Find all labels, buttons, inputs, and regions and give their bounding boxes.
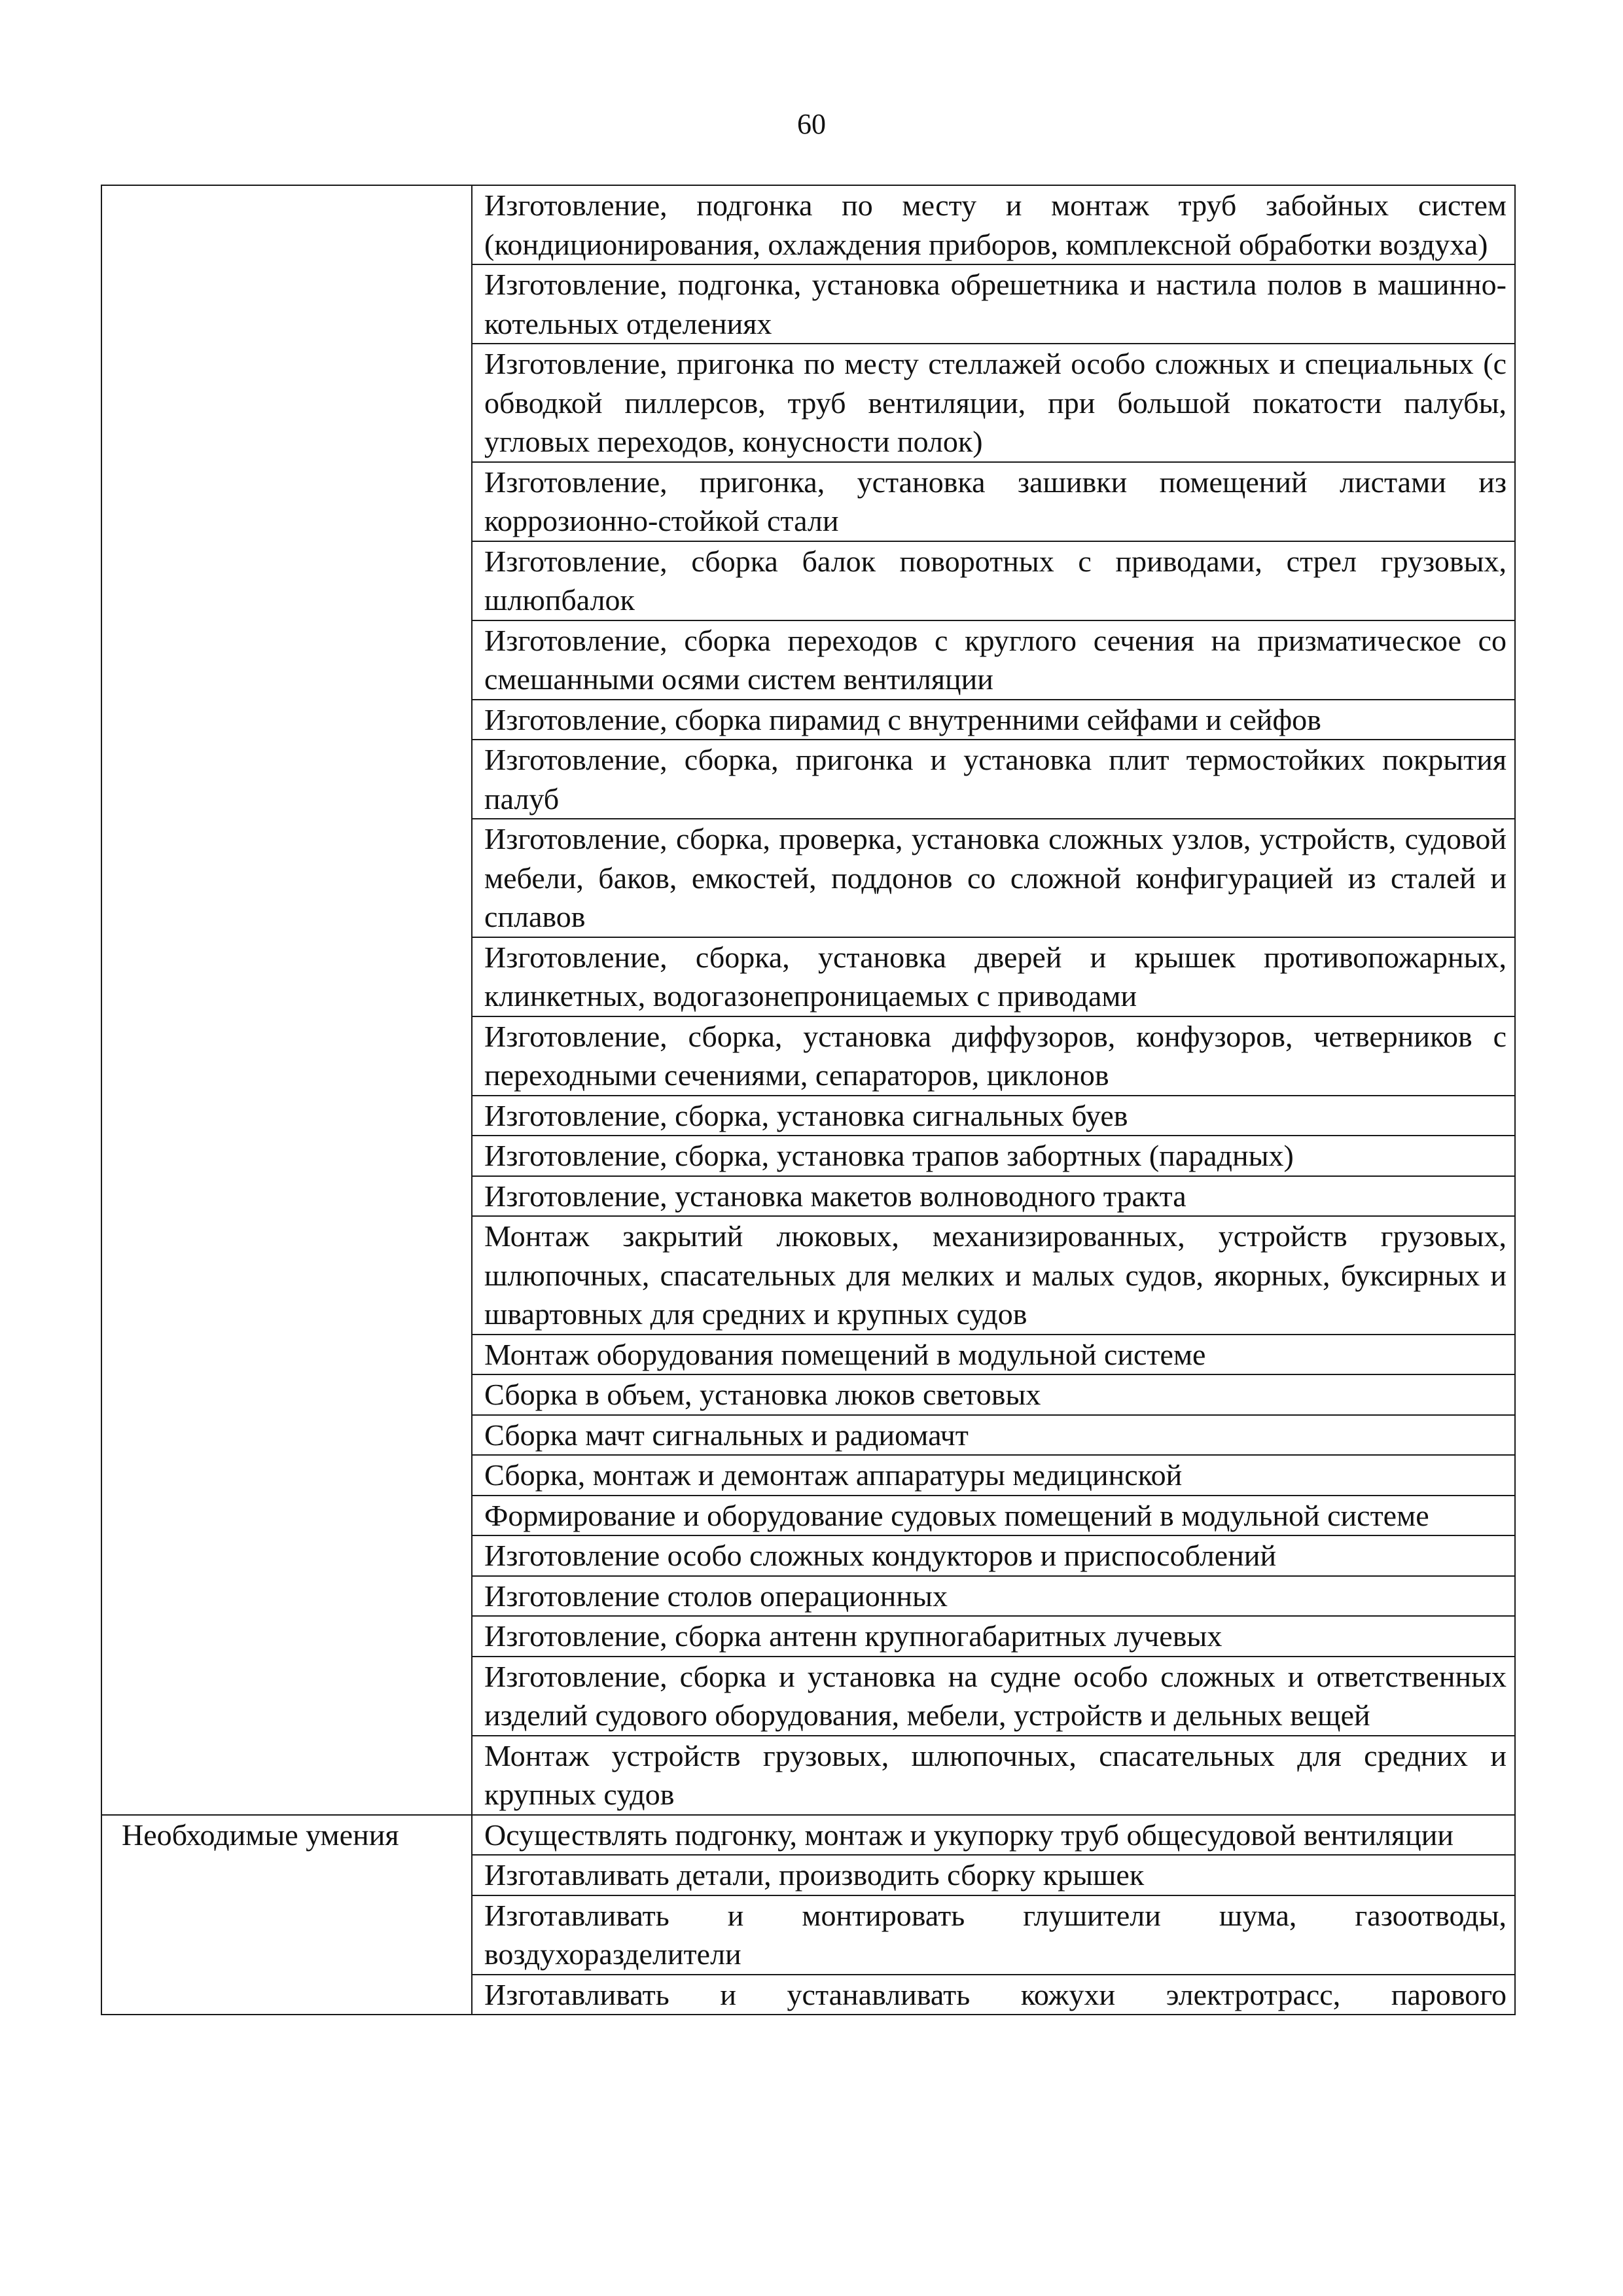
item-text-cell: Сборка мачт сигнальных и радиомачт <box>472 1415 1515 1456</box>
item-text-cell: Изготовление, сборка балок поворотных с приводами, стрел грузовых, шлюпбалок <box>472 541 1515 620</box>
item-text-cell: Изготовление, сборка пирамид с внутренними сейфами и сейфов <box>472 700 1515 740</box>
item-text-cell: Изготовление, сборка, установка дверей и крышек противопожарных, клинкетных, водогазонепроницаемых с приводами <box>472 937 1515 1016</box>
item-text-cell: Изготавливать и устанавливать кожухи электротрасс, парового <box>472 1975 1515 2015</box>
item-text-cell: Сборка в объем, установка люков световых <box>472 1374 1515 1415</box>
item-text-cell: Изготовление, сборка, установка диффузоров, конфузоров, четверников с переходными сечениями, сепараторов, циклонов <box>472 1016 1515 1096</box>
item-text-cell: Изготовление столов операционных <box>472 1576 1515 1617</box>
item-text-cell: Изготовление, установка макетов волноводного тракта <box>472 1176 1515 1217</box>
item-text-cell: Монтаж устройств грузовых, шлюпочных, спасательных для средних и крупных судов <box>472 1736 1515 1815</box>
item-text-cell: Изготавливать и монтировать глушители шума, газоотводы, воздухоразделители <box>472 1895 1515 1975</box>
item-text-cell: Изготовление, сборка и установка на судне особо сложных и ответственных изделий судового оборудования, мебели, устройств и дельных вещей <box>472 1657 1515 1736</box>
section-label-cell: Необходимые умения <box>101 1815 472 2015</box>
item-text-cell: Монтаж оборудования помещений в модульной системе <box>472 1335 1515 1375</box>
item-text-cell: Формирование и оборудование судовых помещений в модульной системе <box>472 1496 1515 1536</box>
item-text-cell: Осуществлять подгонку, монтаж и укупорку труб общесудовой вентиляции <box>472 1815 1515 1856</box>
table-body <box>101 185 1515 2015</box>
item-text-cell: Изготовление, пригонка, установка зашивки помещений листами из коррозионно-стойкой стали <box>472 462 1515 541</box>
item-text-cell: Изготовление, сборка, установка трапов забортных (парадных) <box>472 1136 1515 1176</box>
item-text-cell: Изготавливать детали, производить сборку крышек <box>472 1855 1515 1895</box>
table-row <box>101 185 1515 264</box>
item-text-cell: Сборка, монтаж и демонтаж аппаратуры медицинской <box>472 1455 1515 1496</box>
item-text-cell: Изготовление, подгонка по месту и монтаж труб забойных систем (кондиционирования, охлаждения приборов, комплексной обработки воздуха) <box>472 185 1515 264</box>
item-text-cell: Изготовление, сборка антенн крупногабаритных лучевых <box>472 1616 1515 1657</box>
table-row <box>101 1815 1515 1856</box>
item-text-cell: Изготовление особо сложных кондукторов и приспособлений <box>472 1535 1515 1576</box>
item-text-cell: Изготовление, сборка, пригонка и установка плит термостойких покрытия палуб <box>472 740 1515 819</box>
item-text-cell: Монтаж закрытий люковых, механизированных, устройств грузовых, шлюпочных, спасательных для мелких и малых судов, якорных, буксирных и швартовных для средних и крупных судов <box>472 1216 1515 1335</box>
page-number: 60 <box>797 108 826 140</box>
item-text-cell: Изготовление, сборка, установка сигнальных буев <box>472 1096 1515 1136</box>
item-text-cell: Изготовление, пригонка по месту стеллажей особо сложных и специальных (с обводкой пиллерсов, труб вентиляции, при большой покатости палубы, угловых переходов, конусности полок) <box>472 344 1515 462</box>
section-label-cell <box>101 185 472 1815</box>
item-text-cell: Изготовление, сборка переходов с круглого сечения на призматическое со смешанными осями систем вентиляции <box>472 620 1515 700</box>
item-text-cell: Изготовление, подгонка, установка обрешетника и настила полов в машинно-котельных отделениях <box>472 264 1515 344</box>
requirements-table <box>101 185 1516 2015</box>
item-text-cell: Изготовление, сборка, проверка, установка сложных узлов, устройств, судовой мебели, баков, емкостей, поддонов со сложной конфигурацией из сталей и сплавов <box>472 819 1515 937</box>
